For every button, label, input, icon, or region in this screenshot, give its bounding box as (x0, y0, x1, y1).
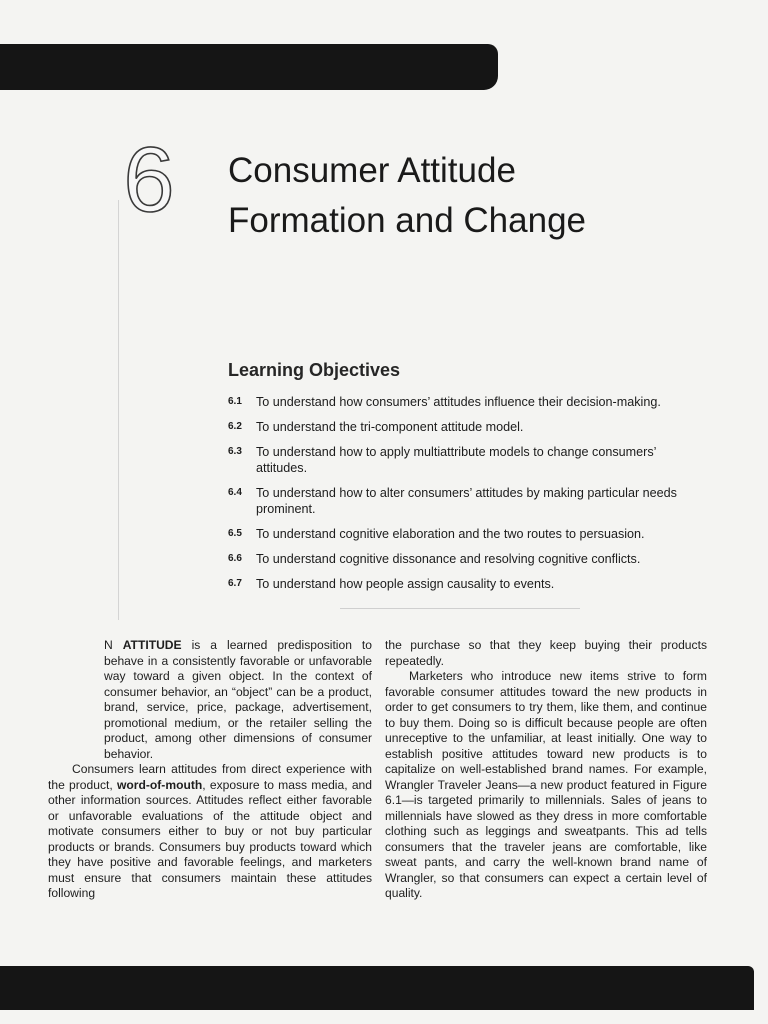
objective-text: To understand cognitive elaboration and the two routes to persuasion. (256, 527, 645, 541)
body-text: is a learned predisposition to behave in a consistently favorable or unfavorable way toward a given object. In the context of consumer behavior, an “object” can be a product, brand, service, price, package, advertisement, promotional medium, or the retailer selling the product, among other dimensions of consumer behavior. (104, 638, 372, 761)
objective-item (228, 551, 708, 567)
section-divider (340, 608, 580, 609)
objective-number: 6.1 (228, 396, 242, 407)
objective-number: 6.3 (228, 446, 242, 457)
objective-item (228, 419, 708, 435)
body-column-right (385, 638, 707, 902)
objective-item (228, 394, 708, 410)
objective-text: To understand how consumers’ attitudes influence their decision-making. (256, 395, 661, 409)
margin-rule (118, 200, 119, 620)
body-paragraph: the purchase so that they keep buying their products repeatedly. (385, 638, 707, 668)
objective-text: To understand how to alter consumers’ attitudes by making particular needs prominent. (256, 486, 677, 516)
objective-number: 6.7 (228, 578, 242, 589)
objective-number: 6.2 (228, 421, 242, 432)
body-paragraph (48, 762, 372, 902)
objective-number: 6.5 (228, 528, 242, 539)
objective-text: To understand cognitive dissonance and resolving cognitive conflicts. (256, 552, 641, 566)
learning-objectives-heading: Learning Objectives (228, 360, 401, 380)
body-paragraph: Marketers who introduce new items strive to form favorable consumer attitudes toward the new products in order to get consumers to try them, like them, and continue to buy them. Doing so is difficult because people are often unreceptive to the unfamiliar, at least initially. One way to establish positive attitudes toward new products is to capitalize on well-established brand names. For example, Wrangler Traveler Jeans—a new product featured in Figure 6.1—is targeted primarily to millennials. Sales of jeans to millennials have slowed as they dress in more comfortable clothing such as leggings and sweatpants. This ad tells consumers that the traveler jeans are comfortable, like sweat pants, and carry the well-known brand name of Wrangler, so that consumers can expect a certain level of quality. (385, 669, 707, 900)
objective-item (228, 526, 708, 542)
objective-number: 6.6 (228, 553, 242, 564)
body-text: Consumers learn attitudes from direct experience with the product, (48, 762, 372, 792)
footer-black-band (0, 966, 754, 1010)
objective-text: To understand how people assign causality to events. (256, 577, 555, 591)
objective-item (228, 444, 708, 476)
objective-number: 6.4 (228, 487, 242, 498)
objective-item (228, 485, 708, 517)
objective-text: To understand how to apply multiattribute models to change consumers’ attitudes. (256, 445, 656, 475)
chapter-number: 6 (123, 129, 175, 231)
chapter-title-line-2: Formation and Change (228, 201, 586, 240)
chapter-title (228, 146, 708, 246)
key-term: ATTITUDE (122, 638, 182, 652)
objective-item (228, 576, 708, 592)
chapter-title-line-1: Consumer Attitude (228, 151, 516, 190)
body-text: , exposure to mass media, and other information sources. Attitudes reflect either favorable or unfavorable evaluations of the attitude object and motivate consumers either to buy or not buy particular products or brands. Consumers buy products toward which they have positive and favorable feelings, and marketers must ensure that consumers maintain these attitudes following (48, 777, 372, 900)
key-term: word-of-mouth (116, 777, 203, 792)
header-black-band (0, 44, 498, 90)
body-paragraph (48, 638, 372, 762)
body-column-left (48, 638, 372, 902)
learning-objectives-list (228, 394, 708, 601)
objective-text: To understand the tri-component attitude model. (256, 420, 524, 434)
drop-letter-text: N (104, 638, 123, 652)
